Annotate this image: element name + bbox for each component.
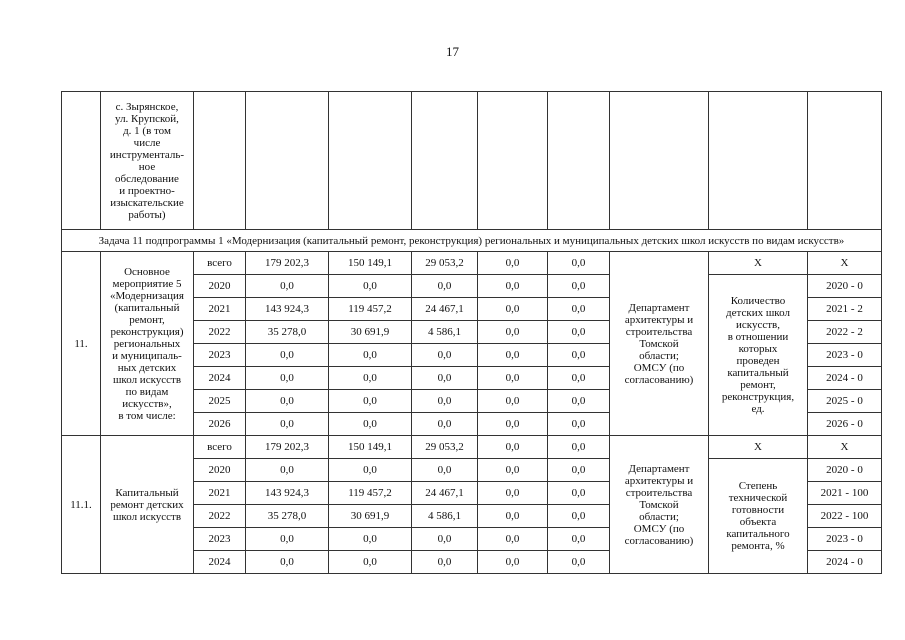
amount-federal-cell: 0,0 — [329, 367, 412, 390]
indicator-value-cell: 2022 - 2 — [808, 321, 882, 344]
year-cell: 2025 — [194, 390, 246, 413]
year-cell: 2023 — [194, 344, 246, 367]
executor-cell: Департамент архитектуры и строительства Томской области; ОМСУ (по согласованию) — [610, 252, 709, 436]
amount-federal-cell: 150 149,1 — [329, 436, 412, 459]
event-name-cell: с. Зырянское, ул. Крупской, д. 1 (в том числе инструменталь- ное обследование и проектно- изыскательские работы) — [101, 92, 194, 230]
amount-total-cell: 0,0 — [246, 413, 329, 436]
amount-other-cell: 0,0 — [548, 390, 610, 413]
amount-other-cell: 0,0 — [548, 551, 610, 574]
amount-local-cell: 0,0 — [478, 298, 548, 321]
indicator-value-cell: 2024 - 0 — [808, 367, 882, 390]
table-row — [62, 230, 882, 252]
amount-total-cell: 35 278,0 — [246, 321, 329, 344]
amount-federal-cell: 0,0 — [329, 413, 412, 436]
empty-cell — [329, 92, 412, 230]
amount-total-cell: 143 924,3 — [246, 482, 329, 505]
year-cell: 2024 — [194, 367, 246, 390]
amount-local-cell: 0,0 — [478, 482, 548, 505]
amount-other-cell: 0,0 — [548, 344, 610, 367]
amount-other-cell: 0,0 — [548, 505, 610, 528]
indicator-name-cell: Степень технической готовности объекта капитального ремонта, % — [709, 459, 808, 574]
amount-local-cell: 0,0 — [478, 275, 548, 298]
amount-total-cell: 0,0 — [246, 275, 329, 298]
empty-cell — [246, 92, 329, 230]
amount-other-cell: 0,0 — [548, 321, 610, 344]
amount-federal-cell: 0,0 — [329, 344, 412, 367]
amount-total-cell: 0,0 — [246, 459, 329, 482]
amount-regional-cell: 0,0 — [412, 344, 478, 367]
amount-federal-cell: 30 691,9 — [329, 321, 412, 344]
amount-local-cell: 0,0 — [478, 390, 548, 413]
amount-total-cell: 0,0 — [246, 367, 329, 390]
year-cell: 2020 — [194, 459, 246, 482]
indicator-value-cell: 2024 - 0 — [808, 551, 882, 574]
table-row — [62, 92, 882, 230]
program-table — [61, 91, 882, 574]
amount-regional-cell: 0,0 — [412, 390, 478, 413]
amount-other-cell: 0,0 — [548, 413, 610, 436]
indicator-value-cell: 2020 - 0 — [808, 275, 882, 298]
amount-regional-cell: 29 053,2 — [412, 252, 478, 275]
indicator-mark-cell: Х — [709, 252, 808, 275]
amount-federal-cell: 30 691,9 — [329, 505, 412, 528]
amount-federal-cell: 0,0 — [329, 551, 412, 574]
page-number: 17 — [446, 44, 459, 59]
amount-total-cell: 179 202,3 — [246, 252, 329, 275]
indicator-value-cell: 2025 - 0 — [808, 390, 882, 413]
empty-cell — [808, 92, 882, 230]
amount-federal-cell: 0,0 — [329, 275, 412, 298]
amount-total-cell: 35 278,0 — [246, 505, 329, 528]
year-cell: 2021 — [194, 298, 246, 321]
amount-federal-cell: 0,0 — [329, 390, 412, 413]
amount-regional-cell: 0,0 — [412, 459, 478, 482]
item-number-cell: 11.1. — [62, 436, 101, 574]
amount-local-cell: 0,0 — [478, 528, 548, 551]
amount-local-cell: 0,0 — [478, 505, 548, 528]
year-cell: 2021 — [194, 482, 246, 505]
empty-cell — [548, 92, 610, 230]
event-name-cell: Основное мероприятие 5 «Модернизация (капитальный ремонт, реконструкция) региональных и муниципаль- ных детских школ искусств по видам искусств», в том числе: — [101, 252, 194, 436]
year-cell: 2024 — [194, 551, 246, 574]
event-name-cell: Капитальный ремонт детских школ искусств — [101, 436, 194, 574]
amount-total-cell: 0,0 — [246, 390, 329, 413]
empty-cell — [610, 92, 709, 230]
year-cell: 2023 — [194, 528, 246, 551]
amount-total-cell: 0,0 — [246, 528, 329, 551]
year-cell: 2020 — [194, 275, 246, 298]
amount-local-cell: 0,0 — [478, 436, 548, 459]
indicator-name-cell: Количество детских школ искусств, в отношении которых проведен капитальный ремонт, реконструкция, ед. — [709, 275, 808, 436]
amount-regional-cell: 0,0 — [412, 528, 478, 551]
indicator-value-cell: 2023 - 0 — [808, 344, 882, 367]
amount-other-cell: 0,0 — [548, 482, 610, 505]
amount-local-cell: 0,0 — [478, 321, 548, 344]
amount-local-cell: 0,0 — [478, 252, 548, 275]
amount-federal-cell: 119 457,2 — [329, 482, 412, 505]
year-cell: всего — [194, 436, 246, 459]
amount-regional-cell: 4 586,1 — [412, 321, 478, 344]
amount-other-cell: 0,0 — [548, 367, 610, 390]
amount-other-cell: 0,0 — [548, 252, 610, 275]
table-row — [62, 252, 882, 275]
year-cell: 2026 — [194, 413, 246, 436]
indicator-value-cell: Х — [808, 436, 882, 459]
amount-federal-cell: 150 149,1 — [329, 252, 412, 275]
amount-local-cell: 0,0 — [478, 551, 548, 574]
task-title-cell: Задача 11 подпрограммы 1 «Модернизация (капитальный ремонт, реконструкция) региональных и муниципальных детских школ искусств по видам искусств» — [62, 230, 882, 252]
amount-regional-cell: 24 467,1 — [412, 298, 478, 321]
year-cell: всего — [194, 252, 246, 275]
amount-regional-cell: 0,0 — [412, 275, 478, 298]
amount-other-cell: 0,0 — [548, 275, 610, 298]
amount-total-cell: 143 924,3 — [246, 298, 329, 321]
amount-other-cell: 0,0 — [548, 436, 610, 459]
amount-other-cell: 0,0 — [548, 298, 610, 321]
amount-federal-cell: 0,0 — [329, 459, 412, 482]
amount-total-cell: 179 202,3 — [246, 436, 329, 459]
amount-other-cell: 0,0 — [548, 528, 610, 551]
indicator-value-cell: 2026 - 0 — [808, 413, 882, 436]
amount-regional-cell: 24 467,1 — [412, 482, 478, 505]
amount-regional-cell: 0,0 — [412, 413, 478, 436]
empty-cell — [478, 92, 548, 230]
indicator-value-cell: 2021 - 2 — [808, 298, 882, 321]
indicator-value-cell: 2021 - 100 — [808, 482, 882, 505]
amount-regional-cell: 4 586,1 — [412, 505, 478, 528]
amount-federal-cell: 119 457,2 — [329, 298, 412, 321]
indicator-mark-cell: Х — [709, 436, 808, 459]
item-number-cell: 11. — [62, 252, 101, 436]
amount-local-cell: 0,0 — [478, 413, 548, 436]
amount-regional-cell: 0,0 — [412, 367, 478, 390]
number-cell — [62, 92, 101, 230]
amount-local-cell: 0,0 — [478, 459, 548, 482]
amount-regional-cell: 29 053,2 — [412, 436, 478, 459]
amount-federal-cell: 0,0 — [329, 528, 412, 551]
amount-total-cell: 0,0 — [246, 551, 329, 574]
amount-regional-cell: 0,0 — [412, 551, 478, 574]
year-cell: 2022 — [194, 321, 246, 344]
indicator-value-cell: 2022 - 100 — [808, 505, 882, 528]
amount-total-cell: 0,0 — [246, 344, 329, 367]
indicator-value-cell: Х — [808, 252, 882, 275]
executor-cell: Департамент архитектуры и строительства Томской области; ОМСУ (по согласованию) — [610, 436, 709, 574]
amount-local-cell: 0,0 — [478, 344, 548, 367]
empty-cell — [709, 92, 808, 230]
year-cell: 2022 — [194, 505, 246, 528]
amount-local-cell: 0,0 — [478, 367, 548, 390]
indicator-value-cell: 2020 - 0 — [808, 459, 882, 482]
empty-cell — [412, 92, 478, 230]
table-row — [62, 436, 882, 459]
empty-cell — [194, 92, 246, 230]
amount-other-cell: 0,0 — [548, 459, 610, 482]
indicator-value-cell: 2023 - 0 — [808, 528, 882, 551]
